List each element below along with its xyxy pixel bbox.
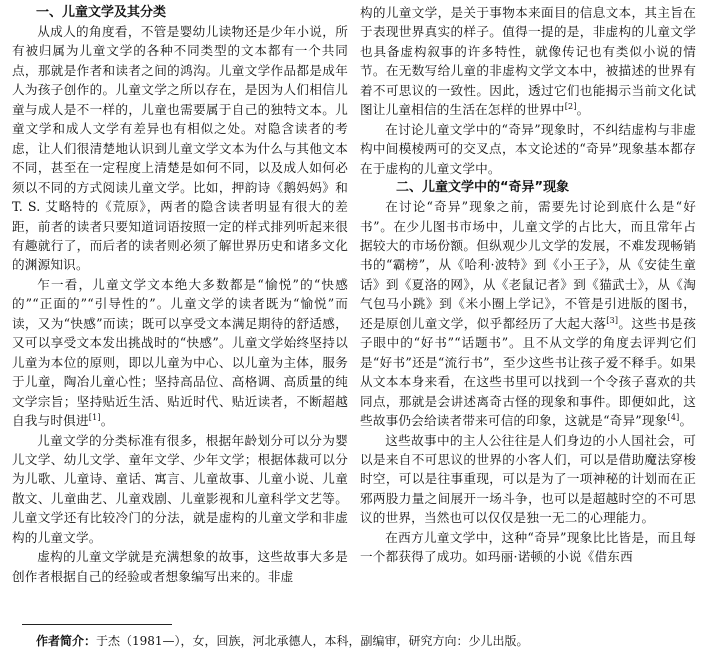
footnote-divider <box>22 624 172 625</box>
paragraph <box>12 275 348 431</box>
paragraph-text: 在讨论“奇异”现象之前，需要先讨论到底什么是“好书”。在少儿图书市场中，儿童文学的占比大，而且常年占据较大的市场份额。但纵观少儿文学的发展，不难发现畅销书的“霸榜”，从《哈利·波特》到《小王子》，从《安徒生童话》到《夏洛的网》，从《老鼠记者》到《猫武士》，从《淘气包马小跳》到《米小圈上学记》，不管是引进版的图书，还是原创儿童文学，似乎都经历了大起大落 <box>360 199 696 331</box>
paragraph: 儿童文学的分类标准有很多，根据年龄划分可以分为婴儿文学、幼儿文学、童年文学、少年文学；根据体裁可以分为儿歌、儿童诗、童话、寓言、儿童故事、儿童小说、儿童散文、儿童曲艺、儿童戏剧、儿童影视和儿童科学文艺等。儿童文学还有比较冷门的分法，就是虚构的儿童文学和非虚构的儿童文学。 <box>12 432 348 545</box>
citation-ref: [3] <box>606 315 619 325</box>
author-note-label: 作者简介： <box>36 634 97 648</box>
paragraph-end: 。 <box>576 102 590 118</box>
paragraph-end: 。 <box>100 413 114 429</box>
paragraph-end: 。 <box>679 413 693 429</box>
paragraph-text: 。这些书是孩子眼中的“好书”“话题书”。且不从文学的角度去评判它们是“好书”还是“流行书”，至少这些书让孩子爱不释手。如果从文本本身来看，在这些书里可以找到一个令孩子喜欢的共同点，那就是会讲述离奇古怪的现象和事件。即便如此，这些故事仍会给读者带来可信的印象，这就是“奇异”现象 <box>360 315 696 429</box>
author-note <box>36 632 676 650</box>
paragraph: 在西方儿童文学中，这种“奇异”现象比比皆是，而且每一个都获得了成功。如玛丽·诺顿的小说《借东西 <box>360 529 696 565</box>
citation-ref: [4] <box>667 412 680 422</box>
paragraph-text: 构的儿童文学，是关于事物本来面目的信息文本，其主旨在于表现世界真实的样子。值得一提的是，非虚构的儿童文学也具备虚构叙事的许多特性，就像传记也有类似小说的情节。在无数写给儿童的非虚构文学文本中，被描述的世界有着不可思议的一致性。因此，透过它们也能揭示当前文化试图让儿童相信的生活在怎样的世界中 <box>360 5 696 118</box>
paragraph-continued <box>360 3 696 120</box>
author-note-text: 于杰（1981—），女，回族，河北承德人，本科，副编审，研究方向：少儿出版。 <box>96 634 529 648</box>
citation-ref: [2] <box>564 102 577 112</box>
paragraph: 从成人的角度看，不管是婴幼儿读物还是少年小说，所有被归属为儿童文学的各种不同类型的文本都有一个共同点，那就是作者和读者之间的鸿沟。儿童文学作品都是成年人为孩子创作的。儿童文学之所以存在，是因为人们相信儿童与成人是不一样的，儿童也需要属于自己的独特文本。儿童文学和成人文学有差异也有相似之处。对隐含读者的考虑，让人们很清楚地认识到儿童文学文本为什么与其他文本不同，甚至在一定程度上清楚是如何不同，以及成人如何必须以不同的方式阅读儿童文学。比如，押韵诗《鹅妈妈》和 T. S. 艾略特的《荒原》，两者的隐含读者明显有很大的差距，前者的读者只要知道词语按照一定的样式排列听起来很有趣就行了，而后者的读者则必须了解世界历史和诸多文化的渊源知识。 <box>12 24 348 273</box>
left-column <box>12 3 348 586</box>
paragraph: 这些故事中的主人公往往是人们身边的小人国社会，可以是来自不可思议的世界的小客人们，可以是借助魔法穿梭时空，可以是往事重现，可以是为了一项神秘的计划而在正邪两股力量之间展开一场斗争，也可以是超越时空的不可思议的世界，当然也可以仅仅是独一无二的心理能力。 <box>360 432 696 526</box>
section-1-title: 一、儿童文学及其分类 <box>36 5 167 20</box>
paragraph: 在讨论儿童文学中的“奇异”现象时，不纠结虚构与非虚构中间模棱两可的交叉点，本文论述的“奇异”现象基本都存在于虚构的儿童文学中。 <box>360 121 696 176</box>
paragraph: 虚构的儿童文学就是充满想象的故事，这些故事大多是创作者根据自己的经验或者想象编写出来的。非虚 <box>12 549 348 584</box>
paragraph-text: 乍一看，儿童文学文本绝大多数都是“愉悦”的“快感的”“正面的”“引导性的”。儿童文学的读者既为“愉悦”而读，又为“快感”而读；既可以享受文本满足期待的舒适感，又可以享受文本发出挑战时的“快感”。儿童文学始终坚持以儿童为本位的原则，即以儿童为中心、以儿童为主体，服务于儿童，陶冶儿童心性；坚持高品位、高格调、高质量的纯文学宗旨；坚持贴近生活、贴近时代、贴近读者，不断超越自我与时俱进 <box>12 276 348 429</box>
right-column <box>360 3 696 567</box>
paragraph <box>360 197 696 430</box>
citation-ref: [1] <box>88 412 101 422</box>
section-2-title: 二、儿童文学中的“奇异”现象 <box>396 180 570 196</box>
